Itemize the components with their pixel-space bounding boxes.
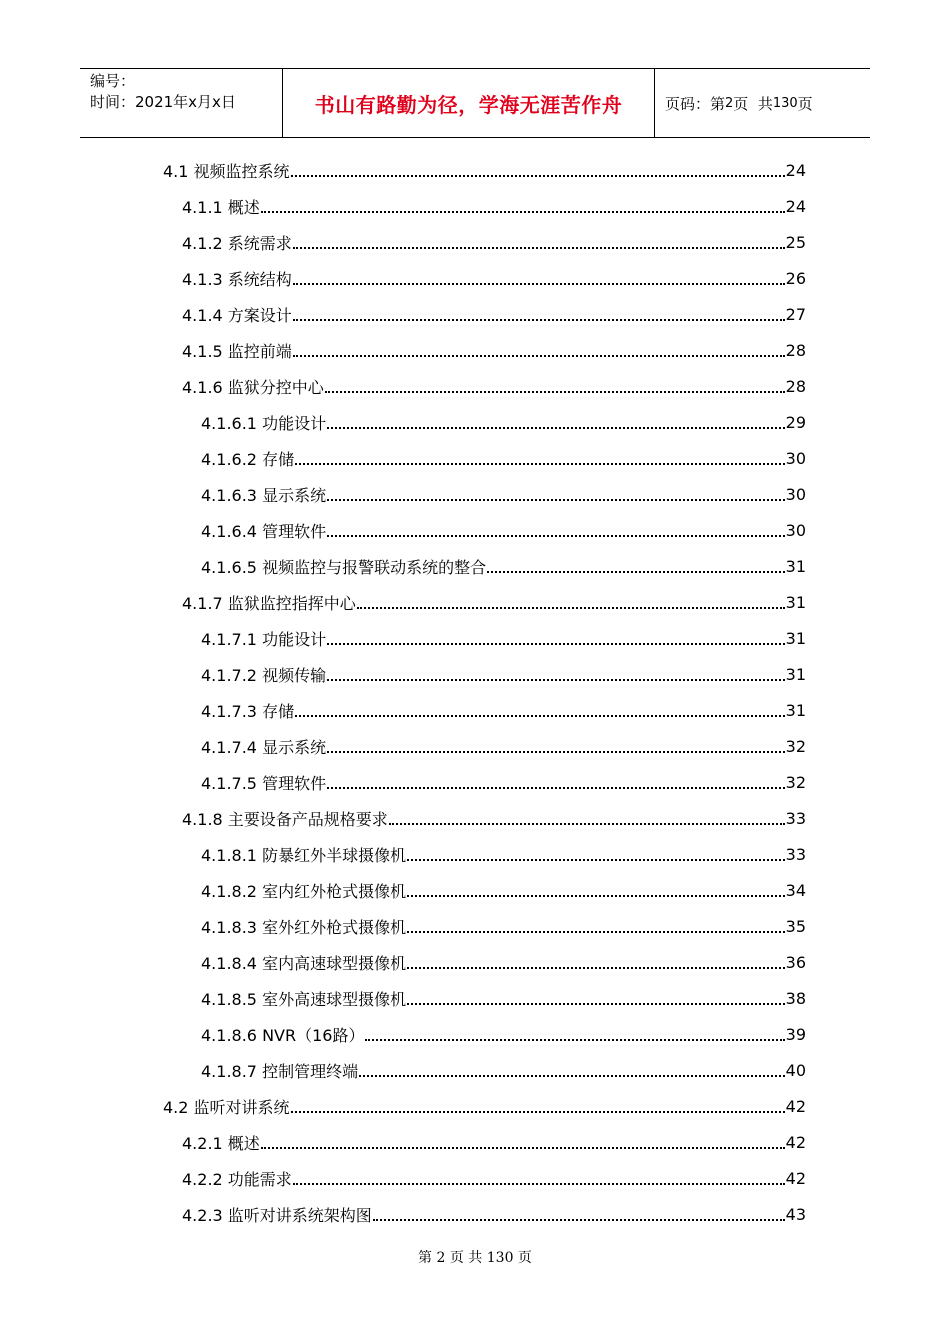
toc-entry-page: 31 xyxy=(785,556,806,576)
toc-entry-page: 36 xyxy=(785,952,806,972)
toc-entry-title: 4.2.1 概述 xyxy=(182,1133,260,1153)
toc-entry[interactable] xyxy=(201,872,806,908)
toc-entry-title: 4.1.7.2 视频传输 xyxy=(201,665,327,685)
toc-entry-page: 32 xyxy=(785,736,806,756)
toc-entry[interactable] xyxy=(201,692,806,728)
toc-entry-title: 4.1.8.4 室内高速球型摄像机 xyxy=(201,953,407,973)
toc-entry-title: 4.1.8 主要设备产品规格要求 xyxy=(182,809,388,829)
toc-entry[interactable] xyxy=(201,476,806,512)
toc-entry-page: 30 xyxy=(785,520,806,540)
toc-entry-page: 31 xyxy=(785,592,806,612)
document-time-label: 时间：2021年x月x日 xyxy=(90,93,236,111)
header-motto: 书山有路勤为径，学海无涯苦作舟 xyxy=(282,69,655,137)
toc-dot-leader xyxy=(327,535,785,537)
toc-entry-page: 43 xyxy=(785,1204,806,1224)
toc-entry-title: 4.1.8.3 室外红外枪式摄像机 xyxy=(201,917,407,937)
toc-dot-leader xyxy=(389,823,785,825)
toc-entry-title: 4.1 视频监控系统 xyxy=(163,161,290,181)
toc-entry[interactable] xyxy=(201,1016,806,1052)
toc-entry-title: 4.1.6.4 管理软件 xyxy=(201,521,327,541)
page-current: 2 xyxy=(725,95,734,111)
toc-dot-leader xyxy=(407,895,785,897)
toc-dot-leader xyxy=(327,751,785,753)
toc-entry[interactable] xyxy=(201,836,806,872)
toc-entry-page: 35 xyxy=(785,916,806,936)
toc-entry[interactable] xyxy=(182,800,806,836)
toc-dot-leader xyxy=(291,175,785,177)
toc-entry-page: 30 xyxy=(785,448,806,468)
toc-entry-title: 4.1.1 概述 xyxy=(182,197,260,217)
toc-entry[interactable] xyxy=(201,440,806,476)
toc-entry[interactable] xyxy=(182,1160,806,1196)
toc-entry-page: 28 xyxy=(785,340,806,360)
toc-entry-title: 4.1.8.1 防暴红外半球摄像机 xyxy=(201,845,407,865)
toc-entry-title: 4.1.6.3 显示系统 xyxy=(201,485,327,505)
page-label-suffix: 页 xyxy=(797,94,813,113)
toc-entry[interactable] xyxy=(201,980,806,1016)
toc-entry-page: 42 xyxy=(785,1168,806,1188)
toc-entry[interactable] xyxy=(201,620,806,656)
toc-entry-page: 38 xyxy=(785,988,806,1008)
toc-entry-title: 4.2.3 监听对讲系统架构图 xyxy=(182,1205,372,1225)
toc-dot-leader xyxy=(407,931,785,933)
toc-entry[interactable] xyxy=(163,152,806,188)
toc-entry[interactable] xyxy=(182,368,806,404)
header-info-cell xyxy=(80,69,282,137)
toc-entry-title: 4.1.8.6 NVR（16路） xyxy=(201,1025,365,1045)
toc-entry[interactable] xyxy=(182,296,806,332)
toc-entry[interactable] xyxy=(182,1124,806,1160)
toc-entry-page: 42 xyxy=(785,1132,806,1152)
toc-entry-title: 4.1.7.1 功能设计 xyxy=(201,629,327,649)
toc-dot-leader xyxy=(327,427,785,429)
toc-dot-leader xyxy=(487,571,785,573)
toc-entry-page: 33 xyxy=(785,844,806,864)
toc-entry-page: 34 xyxy=(785,880,806,900)
toc-entry[interactable] xyxy=(182,332,806,368)
toc-dot-leader xyxy=(407,967,785,969)
toc-entry-page: 26 xyxy=(785,268,806,288)
toc-entry[interactable] xyxy=(201,728,806,764)
toc-entry[interactable] xyxy=(163,1088,806,1124)
toc-entry-title: 4.2.2 功能需求 xyxy=(182,1169,292,1189)
toc-entry-page: 31 xyxy=(785,664,806,684)
toc-entry-page: 24 xyxy=(785,196,806,216)
toc-dot-leader xyxy=(325,391,785,393)
toc-entry-page: 29 xyxy=(785,412,806,432)
toc-dot-leader xyxy=(261,1147,785,1149)
toc-dot-leader xyxy=(407,1003,785,1005)
toc-entry[interactable] xyxy=(201,764,806,800)
toc-entry-page: 33 xyxy=(785,808,806,828)
page-label-prefix: 页码：第 xyxy=(665,94,726,113)
toc-entry-page: 31 xyxy=(785,700,806,720)
toc-entry[interactable] xyxy=(182,224,806,260)
document-number-label: 编号： xyxy=(90,72,136,90)
page-label-mid: 页 共 xyxy=(733,94,773,113)
toc-entry-title: 4.1.7.3 存储 xyxy=(201,701,295,721)
toc-dot-leader xyxy=(261,211,785,213)
toc-entry[interactable] xyxy=(201,656,806,692)
toc-entry-title: 4.1.8.2 室内红外枪式摄像机 xyxy=(201,881,407,901)
toc-dot-leader xyxy=(407,859,785,861)
toc-entry-page: 30 xyxy=(785,484,806,504)
toc-entry-page: 25 xyxy=(785,232,806,252)
toc-entry[interactable] xyxy=(182,260,806,296)
toc-entry-page: 28 xyxy=(785,376,806,396)
toc-entry-page: 32 xyxy=(785,772,806,792)
toc-dot-leader xyxy=(327,679,785,681)
toc-entry-title: 4.1.7.5 管理软件 xyxy=(201,773,327,793)
toc-dot-leader xyxy=(327,643,785,645)
toc-entry-title: 4.1.8.5 室外高速球型摄像机 xyxy=(201,989,407,1009)
toc-entry[interactable] xyxy=(201,908,806,944)
toc-entry-page: 24 xyxy=(785,160,806,180)
toc-entry[interactable] xyxy=(201,548,806,584)
page-footer: 第 2 页 共 130 页 xyxy=(418,1250,532,1266)
toc-dot-leader xyxy=(327,787,785,789)
toc-entry-title: 4.1.3 系统结构 xyxy=(182,269,292,289)
toc-entry[interactable] xyxy=(201,512,806,548)
toc-dot-leader xyxy=(291,1111,785,1113)
toc-entry[interactable] xyxy=(182,584,806,620)
header-page-info xyxy=(655,69,870,137)
toc-entry-page: 42 xyxy=(785,1096,806,1116)
toc-entry-title: 4.1.7.4 显示系统 xyxy=(201,737,327,757)
page-header xyxy=(80,68,870,138)
toc-dot-leader xyxy=(295,715,785,717)
toc-entry-title: 4.1.5 监控前端 xyxy=(182,341,292,361)
toc-entry-title: 4.1.2 系统需求 xyxy=(182,233,292,253)
toc-dot-leader xyxy=(293,283,785,285)
toc-dot-leader xyxy=(295,463,785,465)
toc-dot-leader xyxy=(327,499,785,501)
toc-dot-leader xyxy=(373,1219,785,1221)
toc-dot-leader xyxy=(293,319,785,321)
page-total: 130 xyxy=(772,95,798,111)
toc-dot-leader xyxy=(365,1039,784,1041)
toc-dot-leader xyxy=(359,1075,785,1077)
toc-entry-title: 4.1.8.7 控制管理终端 xyxy=(201,1061,359,1081)
toc-entry[interactable] xyxy=(201,404,806,440)
toc-entry-page: 40 xyxy=(785,1060,806,1080)
toc-entry-title: 4.1.4 方案设计 xyxy=(182,305,292,325)
toc-dot-leader xyxy=(357,607,785,609)
toc-entry-page: 27 xyxy=(785,304,806,324)
toc-entry[interactable] xyxy=(201,1052,806,1088)
toc-entry-title: 4.1.6.2 存储 xyxy=(201,449,295,469)
toc-entry-title: 4.1.6.1 功能设计 xyxy=(201,413,327,433)
toc-entry[interactable] xyxy=(182,188,806,224)
toc-entry[interactable] xyxy=(201,944,806,980)
toc-entry-title: 4.1.6.5 视频监控与报警联动系统的整合 xyxy=(201,557,487,577)
toc-entry[interactable] xyxy=(182,1196,806,1232)
toc-entry-title: 4.2 监听对讲系统 xyxy=(163,1097,290,1117)
toc-entry-title: 4.1.6 监狱分控中心 xyxy=(182,377,324,397)
toc-entry-page: 39 xyxy=(785,1024,806,1044)
toc-dot-leader xyxy=(293,1183,785,1185)
toc-entry-page: 31 xyxy=(785,628,806,648)
toc-dot-leader xyxy=(293,355,785,357)
toc-dot-leader xyxy=(293,247,785,249)
toc-entry-title: 4.1.7 监狱监控指挥中心 xyxy=(182,593,356,613)
